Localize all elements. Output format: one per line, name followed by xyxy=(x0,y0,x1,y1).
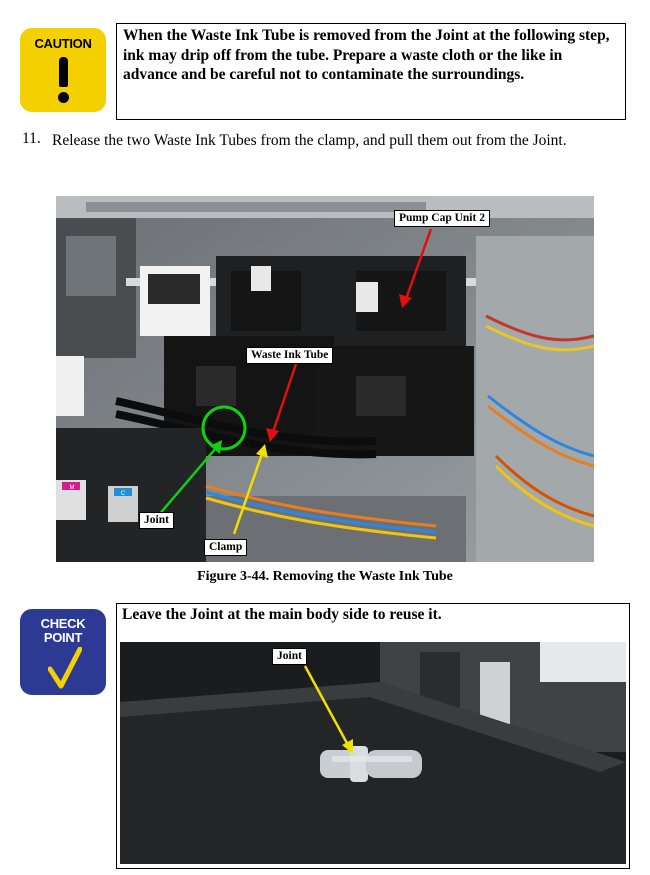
callout-pump-cap-unit: Pump Cap Unit 2 xyxy=(394,210,490,227)
ink-label-c: C xyxy=(120,491,126,497)
caution-icon xyxy=(20,28,106,112)
checkpoint-text: Leave the Joint at the main body side to reuse it. xyxy=(122,606,442,623)
checkpoint-label-line2: POINT xyxy=(43,630,83,645)
joint-part xyxy=(320,746,422,782)
figure-caption: Figure 3-44. Removing the Waste Ink Tube xyxy=(197,569,453,584)
callout-clamp: Clamp xyxy=(204,539,247,556)
callout-waste-ink-tube: Waste Ink Tube xyxy=(246,347,333,364)
callout-joint: Joint xyxy=(139,512,174,529)
ink-label-m: M xyxy=(69,485,75,491)
printer-mechanism-illustration xyxy=(56,196,594,562)
exclamation-dot xyxy=(58,92,69,103)
caution-icon-label: CAUTION xyxy=(34,36,92,51)
exclamation-icon xyxy=(59,57,68,87)
joint-photo-illustration xyxy=(120,642,626,864)
step-text: Release the two Waste Ink Tubes from the clamp, and pull them out from the Joint. xyxy=(52,132,567,149)
checkmark-icon xyxy=(48,647,82,689)
checkpoint-icon xyxy=(20,609,106,695)
step-number: 11. xyxy=(22,130,41,147)
checkpoint-photo xyxy=(120,642,626,864)
figure-photo xyxy=(56,196,594,562)
callout-joint-checkpoint: Joint xyxy=(272,648,307,665)
caution-text: When the Waste Ink Tube is removed from the Joint at the following step, ink may drip off from the tube. Prepare a waste cloth or the like in advance and be careful not to contaminate the surroundings. xyxy=(116,23,626,120)
checkpoint-label-line1: CHECK xyxy=(40,616,86,631)
